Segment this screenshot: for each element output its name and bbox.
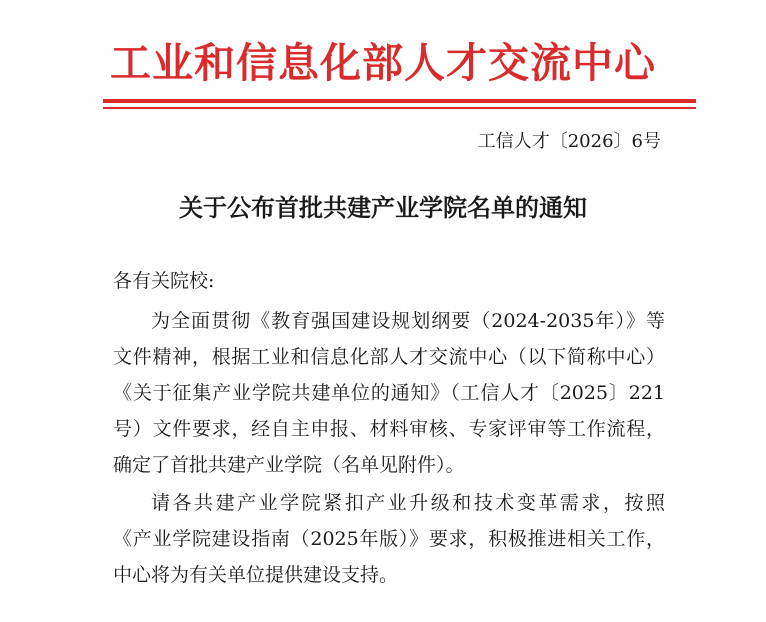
letterhead-rule-thin (103, 107, 696, 109)
letterhead-title: 工业和信息化部人才交流中心 (110, 39, 656, 87)
letterhead-rule-thick (103, 99, 696, 103)
paragraph-line: 文件精神，根据工业和信息化部人才交流中心（以下简称中心） (113, 346, 665, 368)
paragraph-line: 为全面贯彻《教育强国建设规划纲要（2024-2035年）》等 (151, 310, 665, 332)
body-paragraph-1 (113, 303, 665, 483)
paragraph-line: 号）文件要求，经自主申报、材料审核、专家评审等工作流程， (113, 418, 665, 440)
paragraph-line: 中心将为有关单位提供建设支持。 (113, 564, 399, 586)
document-number: 工信人才〔2026〕6号 (477, 131, 661, 152)
paragraph-line: 《关于征集产业学院共建单位的通知》（工信人才〔2025〕221 (113, 382, 665, 404)
paragraph-line: 确定了首批共建产业学院（名单见附件）。 (113, 454, 465, 476)
body-paragraph-2 (113, 485, 665, 593)
salutation: 各有关院校: (113, 270, 215, 292)
paragraph-line: 请各共建产业学院紧扣产业升级和技术变革需求，按照 (151, 492, 665, 514)
paragraph-line: 《产业学院建设指南（2025年版）》要求，积极推进相关工作， (113, 528, 665, 550)
document-title: 关于公布首批共建产业学院名单的通知 (179, 193, 587, 222)
